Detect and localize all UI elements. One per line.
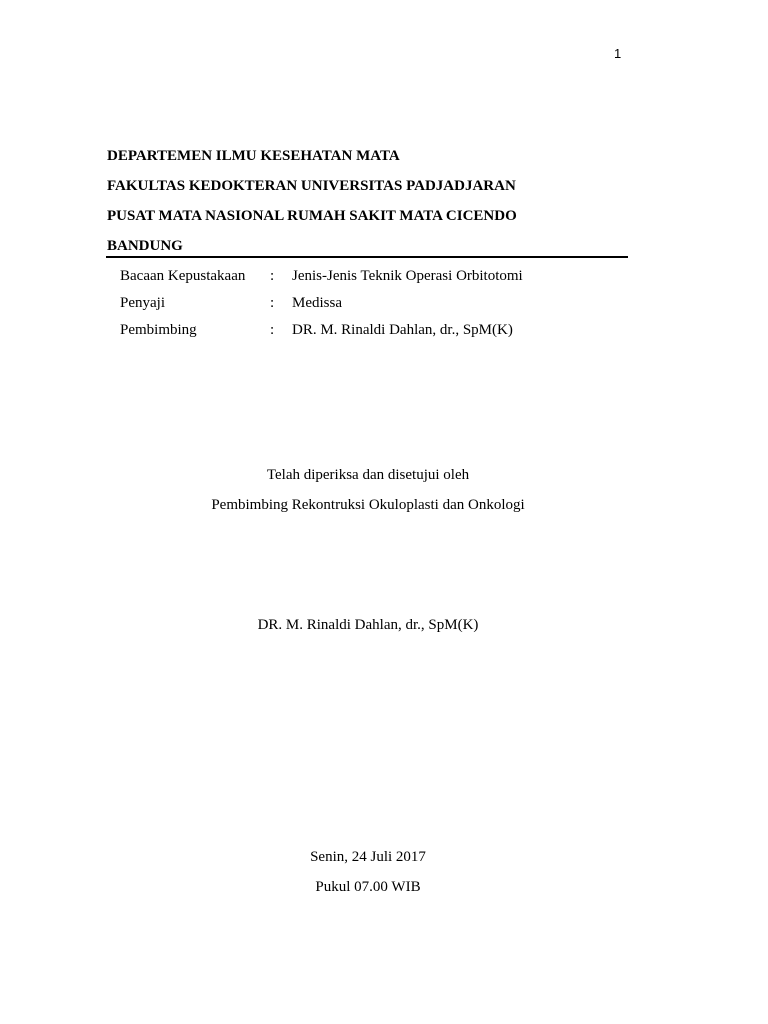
info-row-reading (120, 266, 600, 286)
approval-line-2: Pembimbing Rekontruksi Okuloplasti dan Onkologi (211, 497, 525, 513)
institution-header (107, 146, 628, 256)
info-label: Penyaji (120, 295, 165, 311)
info-value: Jenis-Jenis Teknik Operasi Orbitotomi (292, 268, 523, 284)
header-divider (106, 256, 628, 258)
info-row-presenter (120, 293, 600, 313)
info-table (120, 266, 600, 347)
info-row-supervisor (120, 320, 600, 340)
info-value: Medissa (292, 295, 342, 311)
info-colon: : (270, 295, 275, 311)
header-line-faculty: FAKULTAS KEDOKTERAN UNIVERSITAS PADJADJARAN (107, 178, 516, 194)
info-colon: : (270, 322, 275, 338)
approval-line-1: Telah diperiksa dan disetujui oleh (266, 467, 470, 483)
header-line-hospital: PUSAT MATA NASIONAL RUMAH SAKIT MATA CICENDO (107, 208, 517, 224)
info-value: DR. M. Rinaldi Dahlan, dr., SpM(K) (292, 322, 513, 338)
info-colon: : (270, 268, 275, 284)
page-number: 1 (614, 46, 622, 61)
info-label: Pembimbing (120, 322, 197, 338)
header-line-department: DEPARTEMEN ILMU KESEHATAN MATA (107, 148, 400, 164)
header-line-city: BANDUNG (107, 238, 183, 254)
schedule-time: Pukul 07.00 WIB (315, 879, 421, 895)
schedule-date: Senin, 24 Juli 2017 (310, 849, 426, 865)
info-label: Bacaan Kepustakaan (120, 268, 246, 284)
signatory-name: DR. M. Rinaldi Dahlan, dr., SpM(K) (257, 617, 479, 633)
